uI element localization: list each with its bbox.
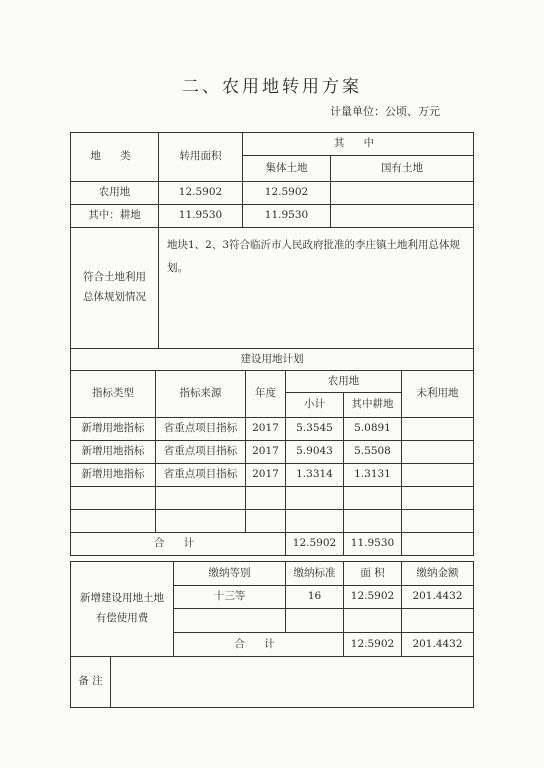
- planning-label: 符合土地利用总体规划情况: [71, 228, 159, 349]
- header-collective-land: 集体土地: [243, 156, 331, 182]
- header-category: 地 类: [71, 133, 159, 182]
- row-category: 其中：耕地: [71, 205, 159, 228]
- cell-type: 新增用地指标: [71, 441, 156, 464]
- fee-amount: 201.4432: [402, 586, 474, 609]
- fee-total-area: 12.5902: [344, 633, 402, 657]
- cell-type: 新增用地指标: [71, 464, 156, 487]
- header-converted-area: 转用面积: [159, 133, 243, 182]
- total-cultivated: 11.9530: [344, 533, 402, 556]
- row-collective: 11.9530: [243, 205, 331, 228]
- table-row: [71, 487, 474, 510]
- header-subtotal: 小计: [286, 393, 344, 418]
- cell-source: 省重点项目指标: [156, 418, 246, 441]
- land-fee-table: [70, 561, 474, 657]
- cell-source: 省重点项目指标: [156, 441, 246, 464]
- remarks-content: [111, 657, 474, 708]
- header-cultivated: 其中耕地: [344, 393, 402, 418]
- fee-total-label: 合 计: [174, 633, 344, 657]
- cell-cultivated: 5.5508: [344, 441, 402, 464]
- header-year: 年度: [246, 371, 286, 418]
- row-collective: 12.5902: [243, 182, 331, 205]
- cell-unused: [402, 441, 474, 464]
- total-row: [71, 533, 474, 556]
- cell-source: 省重点项目指标: [156, 464, 246, 487]
- table-row: [71, 464, 474, 487]
- header-state-land: 国有土地: [331, 156, 474, 182]
- row-category: 农用地: [71, 182, 159, 205]
- cell-subtotal: 5.3545: [286, 418, 344, 441]
- table-row: [71, 441, 474, 464]
- cell-subtotal: 5.9043: [286, 441, 344, 464]
- table-row: [71, 182, 474, 205]
- header-fee-standard: 缴纳标准: [286, 562, 344, 586]
- row-state: [331, 182, 474, 205]
- cell-year: 2017: [246, 464, 286, 487]
- fee-label: 新增建设用地土地有偿使用费: [71, 562, 174, 657]
- fee-standard: 16: [286, 586, 344, 609]
- table-row: [71, 205, 474, 228]
- construction-plan-title: 建设用地计划: [71, 349, 474, 371]
- header-farmland: 农用地: [286, 371, 402, 393]
- cell-unused: [402, 464, 474, 487]
- cell-cultivated: 5.0891: [344, 418, 402, 441]
- header-index-type: 指标类型: [71, 371, 156, 418]
- cell-unused: [402, 418, 474, 441]
- header-index-source: 指标来源: [156, 371, 246, 418]
- header-of-which: 其 中: [243, 133, 474, 156]
- remarks-table: [70, 656, 474, 708]
- page-title: 二、农用地转用方案: [182, 77, 362, 97]
- row-state: [331, 205, 474, 228]
- cell-year: 2017: [246, 418, 286, 441]
- header-fee-grade: 缴纳等别: [174, 562, 286, 586]
- land-category-table: [70, 132, 474, 371]
- fee-area: 12.5902: [344, 586, 402, 609]
- table-row: [71, 418, 474, 441]
- construction-plan-table: [70, 370, 474, 556]
- fee-total-amount: 201.4432: [402, 633, 474, 657]
- row-area: 12.5902: [159, 182, 243, 205]
- cell-year: 2017: [246, 441, 286, 464]
- planning-text: 地块1、2、3符合临沂市人民政府批准的李庄镇土地利用总体规划。: [159, 228, 474, 349]
- total-label: 合 计: [71, 533, 286, 556]
- total-subtotal: 12.5902: [286, 533, 344, 556]
- header-fee-amount: 缴纳金额: [402, 562, 474, 586]
- header-fee-area: 面 积: [344, 562, 402, 586]
- unit-note: 计量单位：公顷、万元: [330, 105, 440, 118]
- cell-cultivated: 1.3131: [344, 464, 402, 487]
- row-area: 11.9530: [159, 205, 243, 228]
- table-row: [71, 510, 474, 533]
- cell-subtotal: 1.3314: [286, 464, 344, 487]
- header-unused-land: 未利用地: [402, 371, 474, 418]
- cell-type: 新增用地指标: [71, 418, 156, 441]
- fee-grade: 十三等: [174, 586, 286, 609]
- remarks-label: 备 注: [71, 657, 111, 708]
